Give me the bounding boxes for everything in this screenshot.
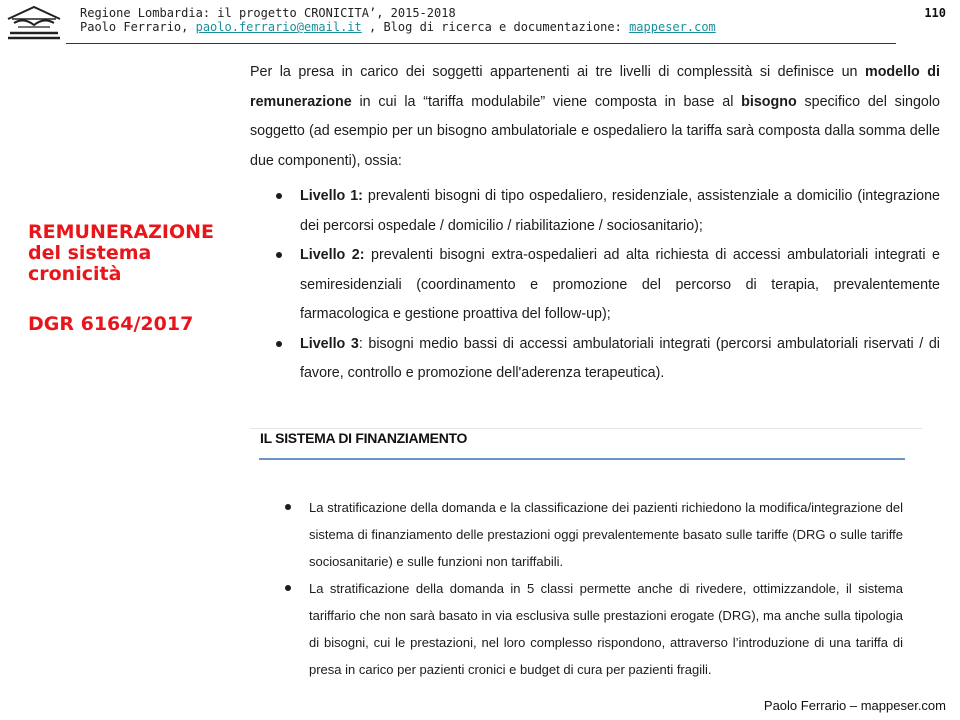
intro-text-bold-need: bisogno [741, 93, 797, 110]
header-title: Regione Lombardia: il progetto CRONICITA’, 2015-2018 [80, 6, 456, 20]
list-item: La stratificazione della domanda in 5 classi permette anche di rivedere, ottimizzandole, il sistema tariffario che non sarà basato in via esclusiva sulle prestazioni erogate (DRG), ma anche sulla tipologia di bisogni, cui le prestazioni, nel loro complesso rispondono, attraverso l’introduzione di una tariffa di presa in carico per pazienti cronici e budget di cura per pazienti fragili. [309, 575, 903, 683]
footer-credit: Paolo Ferrario – mappeser.com [763, 698, 946, 713]
level-text: prevalenti bisogni di tipo ospedaliero, residenziale, assistenziale a domicilio (integrazione dei percorsi ospedale / domicilio / riabilitazione / sociosanitario); [300, 188, 940, 234]
list-item [300, 241, 940, 330]
side-title-line2: del sistema [28, 242, 152, 264]
financing-list [309, 494, 903, 683]
email-link[interactable]: paolo.ferrario@email.it [195, 20, 362, 34]
section-title-underline [259, 458, 905, 460]
side-dgr-reference: DGR 6164/2017 [28, 313, 194, 335]
page-number: 110 [924, 6, 946, 20]
section-title: IL SISTEMA DI FINANZIAMENTO [260, 430, 468, 446]
side-title-line1: REMUNERAZIONE [28, 221, 215, 243]
list-item [300, 330, 940, 389]
level-label: Livello 2: [300, 247, 365, 263]
header-subtitle [80, 20, 716, 34]
intro-text-a: Per la presa in carico dei soggetti appartenenti ai tre livelli di complessità si definisce un [250, 64, 865, 80]
header-divider [66, 43, 896, 44]
level-text: prevalenti bisogni extra-ospedalieri ad alta richiesta di accessi ambulatoriali integrati e semiresidenziali (coordinamento e promozione del percorso di terapia, prevalentemente farmacologica e gestione proattiva del follow-up); [300, 247, 940, 322]
financing-excerpt [309, 494, 903, 683]
side-title [28, 222, 228, 285]
levels-list [250, 182, 940, 389]
blog-link[interactable]: mappeser.com [629, 20, 716, 34]
intro-text-c: in cui la “tariffa modulabile” viene composta in base al [351, 93, 742, 110]
header-blog-label: , Blog di ricerca e documentazione: [361, 20, 630, 34]
level-label: Livello 3 [300, 335, 359, 352]
level-text: : bisogni medio bassi di accessi ambulatoriali integrati (percorsi ambulatoriali riservati / di favore, controllo e promozione dell'aderenza terapeutica). [300, 335, 940, 381]
handshake-logo-icon [4, 3, 64, 43]
header-author: Paolo Ferrario, [80, 20, 196, 34]
intro-text-bold-model: modello di remunerazione [250, 64, 940, 110]
list-item [300, 182, 940, 241]
section-top-border [250, 428, 922, 429]
side-title-line3: cronicità [28, 263, 122, 285]
intro-paragraph [250, 58, 940, 176]
list-item: La stratificazione della domanda e la classificazione dei pazienti richiedono la modifica/integrazione del sistema di finanziamento delle prestazioni oggi prevalentemente basato sulle tariffe (DRG o sulle tariffe sociosanitarie) e sulle funzioni non tariffabili. [309, 494, 903, 575]
intro-text-e: specifico del singolo soggetto (ad esempio per un bisogno ambulatoriale e ospedaliero la tariffa sarà composta dalla somma delle due componenti), ossia: [250, 93, 940, 169]
remuneration-excerpt [250, 58, 940, 389]
level-label: Livello 1: [300, 188, 363, 204]
